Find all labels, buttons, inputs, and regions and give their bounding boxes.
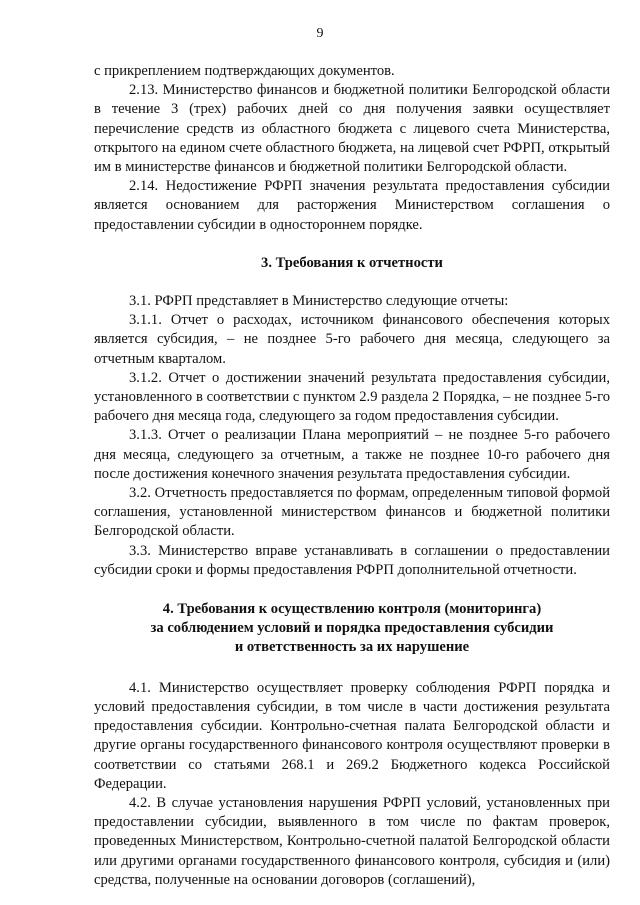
section-4-heading <box>94 600 610 658</box>
section-3-heading: 3. Требования к отчетности <box>261 254 443 271</box>
page-number: 9 <box>316 26 324 41</box>
paragraph-3-1-1: 3.1.1. Отчет о расходах, источником финансового обеспечения которых является субсидия, – не позднее 5-го рабочего дня месяца, следующего за отчетным кварталом. <box>94 312 610 367</box>
paragraph-3-1-3: 3.1.3. Отчет о реализации Плана мероприятий – не позднее 5-го рабочего дня месяца, следующего за отчетным, а также не позднее 10-го рабочего дня после достижения конечного значения результата предоставления субсидии. <box>94 427 610 482</box>
document-body <box>94 62 610 890</box>
section-4-heading-line-1: 4. Требования к осуществлению контроля (мониторинга) <box>162 601 542 618</box>
section-4-heading-line-2: за соблюдением условий и порядка предоставления субсидии <box>150 620 554 637</box>
paragraph-2-14: 2.14. Недостижение РФРП значения результата предоставления субсидии является основанием для расторжения Министерством соглашения о предоставлении субсидии в одностороннем порядке. <box>94 178 610 233</box>
paragraph-2-13: 2.13. Министерство финансов и бюджетной политики Белгородской области в течение 3 (трех) рабочих дней со дня получения заявки осуществляет перечисление средств из областного бюджета с лицевого счета Министерства, открытого на едином счете областного бюджета, на лицевой счет РФРП, открытый им в министерстве финансов и бюджетной политики Белгородской области. <box>94 82 610 176</box>
paragraph-4-1: 4.1. Министерство осуществляет проверку соблюдения РФРП порядка и условий предоставления субсидии, в том числе в части достижения результата предоставления субсидии. Контрольно-счетная палата Белгородской области и другие органы государственного финансового контроля осуществляют проверки в соответствии со статьями 268.1 и 269.2 Бюджетного кодекса Российской Федерации. <box>94 679 610 792</box>
paragraph-intro-continuation: с прикреплением подтверждающих документов. <box>94 63 395 79</box>
paragraph-3-1: 3.1. РФРП представляет в Министерство следующие отчеты: <box>129 293 509 310</box>
paragraph-3-1-2: 3.1.2. Отчет о достижении значений результата предоставления субсидии, установленного в соответствии с пунктом 2.9 раздела 2 Порядка, – не позднее 5-го рабочего дня месяца года, следующего за годом предоставления субсидии. <box>94 369 610 425</box>
paragraph-3-3: 3.3. Министерство вправе устанавливать в соглашении о предоставлении субсидии сроки и формы предоставления РФРП дополнительной отчетности. <box>94 542 610 578</box>
paragraph-3-2: 3.2. Отчетность предоставляется по формам, определенным типовой формой соглашения, установленной министерством финансов и бюджетной политики Белгородской области. <box>94 485 610 540</box>
section-4-heading-line-3: и ответственность за их нарушение <box>234 639 470 656</box>
paragraph-4-2: 4.2. В случае установления нарушения РФРП условий, установленных при предоставлении субсидии, выявленного в том числе по фактам проверок, проведенных Министерством, Контрольно-счетной палатой Белгородской области или другими органами государственного финансового контроля, субсидия и (или) средства, полученные на основании договоров (соглашений), <box>94 794 610 888</box>
